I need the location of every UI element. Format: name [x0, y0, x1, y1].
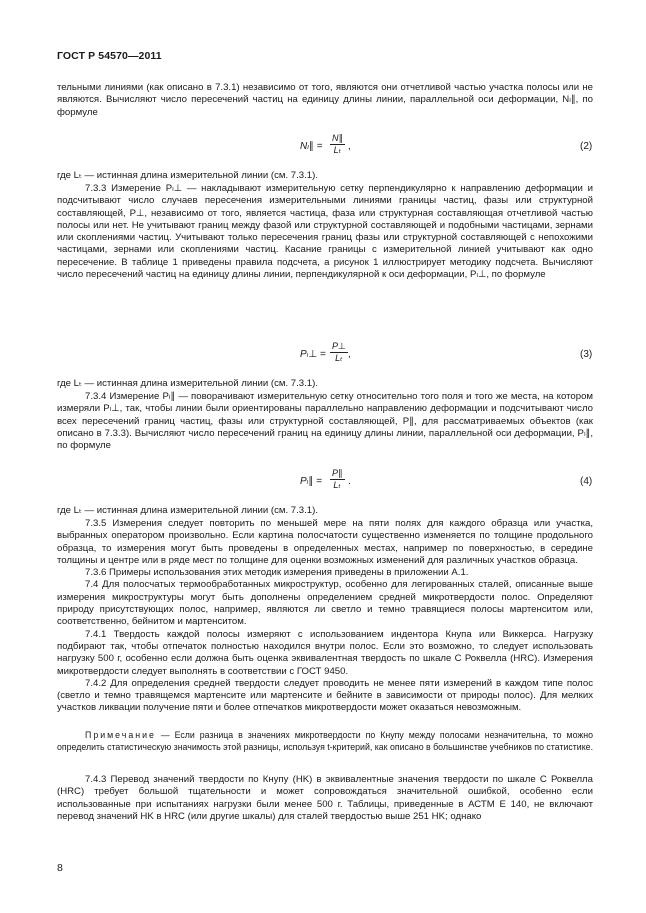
- where-3-text: где Lₜ — истинная длина измерительной линии (см. 7.3.1).: [57, 378, 319, 389]
- section-7-4-1-text: 7.4.1 Твердость каждой полосы измеряют с использованием индентора Кнупа или Виккерса. Нагрузку подбирают так, чтобы отпечаток полностью находился внутри полос. Если это возможно, то следует использовать нагрузку 500 г, особенно если должна быть оценка эквивалентная твердость по шкале С Роквелла (HRC). Измерения микротвердости следует выполнять в соответствии с ГОСТ 9450.: [57, 628, 593, 677]
- where-3: [57, 378, 593, 390]
- formula-2-numerator: N∥: [332, 133, 343, 143]
- where-4-text: где Lₜ — истинная длина измерительной линии (см. 7.3.1).: [57, 505, 319, 516]
- intro-text: тельными линиями (как описано в 7.3.1) независимо от того, являются они отчетливой частью участка полосы или не являются. Вычисляют число пересечений частиц на единицу длины линии, параллельной оси деформации, Nₗ∥, по формуле: [57, 82, 593, 118]
- formula-4-denominator: Lₜ: [333, 480, 342, 490]
- where-2: [57, 170, 593, 182]
- formula-3-fraction: [330, 341, 348, 364]
- formula-3-number: (3): [580, 349, 593, 360]
- section-7-3-4: [57, 391, 593, 452]
- section-7-4-2-text: 7.4.2 Для определения средней твердости следует проводить не менее пяти измерений в каждом типе полос (светло и темно травящемся мартенсите или мартенсите и бейните в зависимости от природы полос). Для мелких участков ликвации получение пяти и более отпечатков микротвердости может оказаться невозможным.: [57, 677, 593, 714]
- note-paragraph: [57, 730, 593, 753]
- formula-3-lhs: Pₗ⊥ =: [300, 349, 326, 360]
- note-text: — Если разница в значениях микротвердости по Кнупу между полосами незначительна, то можно определить статистическую значимость этой разницы, используя t-критерий, как описано в большинстве учебников по статистике.: [57, 730, 594, 752]
- formula-2-number: (2): [580, 141, 593, 152]
- page-header: ГОСТ Р 54570—2011: [57, 50, 162, 62]
- formula-4-tail: .: [348, 476, 351, 487]
- note-label: Примечание: [85, 730, 156, 740]
- where-2-text: где Lₜ — истинная длина измерительной линии (см. 7.3.1).: [57, 170, 319, 181]
- formula-3-numerator: P⊥: [332, 341, 346, 351]
- formula-3-denominator: Lₜ: [335, 353, 343, 363]
- section-7-3-4-text: 7.3.4 Измерение Pₗ∥ — поворачивают измерительную сетку относительно того поля и того же места, на котором измеряли Pₗ⊥, так, чтобы линии были ориентированы параллельно направлению деформации и подсчитывают число всех пересечений границ частиц, фазы или структурной составляющей, P∥, для рассматриваемых объектов (как описано в 7.3.3). Вычисляют число пересечений границ на единицу длины линии, параллельной оси деформации, Pₗ∥, по формуле: [57, 391, 593, 452]
- formula-2-denominator: Lₜ: [333, 145, 342, 155]
- formula-4-lhs: Pₗ∥ =: [300, 476, 322, 487]
- section-7-3-3-text: 7.3.3 Измерение Pₗ⊥ — накладывают измерительную сетку перпендикулярно к направлению деформации и подсчитывают число случаев пересечения измерительными линиями границы частиц, фазы или структурной составляющей, P⊥, независимо от того, является частица, фаза или структурная составляющая отчетливой частью полосы или нет. Не учитывают границ между фазой или структурной составляющей и подобными частицами, зернами или скоплениями частиц. Учитывают только пересечения границ фазы или структурной составляющей с непохожими частицами, зернами или скоплениями частиц. Касание границы с измерительной линией учитывают как одно пересечение. В таблице 1 приведены правила подсчета, а рисунок 1 иллюстрирует методику подсчета. Вычисляют число пересечений частиц на единицу длины линии, перпендикулярной к оси деформации, Pₗ⊥, по формуле: [57, 183, 593, 281]
- formula-4-numerator: P∥: [332, 468, 343, 478]
- formula-4-fraction: [330, 468, 345, 491]
- where-4: [57, 505, 593, 517]
- section-7-4-3: [57, 774, 593, 823]
- formula-2-fraction: [330, 133, 345, 156]
- formula-2-lhs: Nₗ∥ =: [300, 141, 323, 152]
- section-7-3-3: [57, 183, 593, 281]
- formula-2: [0, 133, 646, 163]
- section-7-3-5-text: 7.3.5 Измерения следует повторить по меньшей мере на пяти полях для каждого образца или участка, выбранных оператором произвольно. Если картина полосчатости существенно изменяется по толщине продольного образца, то измерения могут быть проведены в определенных местах, например по поверхностью, в середине толщины и центре или в ряде мест по толщине для оценки возможных изменений для различных участков образца.: [57, 518, 593, 566]
- note-block: [57, 730, 593, 753]
- formula-4-number: (4): [580, 476, 593, 487]
- formula-2-tail: ,: [348, 141, 351, 152]
- formula-4: [0, 468, 646, 498]
- formula-3-tail: ,: [348, 349, 351, 360]
- section-7-4-3-text: 7.4.3 Перевод значений твердости по Кнупу (HK) в эквивалентные значения твердости по шкале С Роквелла (HRC) требует большой тщательности и может сопровождаться значительной ошибкой, особенно если использованные при испытаниях нагрузки были менее 500 г. Таблицы, приведенные в АСТМ Е 140, не включают перевод значений HK в HRC (или другие шкалы) для сталей твердостью выше 251 HK; однако: [57, 774, 593, 822]
- section-7-4-text: 7.4 Для полосчатых термообработанных микроструктур, особенно для легированных сталей, описанные выше измерения микроструктуры могут быть дополнены определением средней микротвердости полос. Определяют природу присутствующих полос, например, являются ли светло и темно травящиеся полосы мартенситом или, соответственно, бейнитом и мартенситом.: [57, 579, 593, 628]
- section-7-3-5: [57, 518, 593, 715]
- formula-3: [0, 341, 646, 371]
- section-7-3-6-text: 7.3.6 Примеры использования этих методик измерения приведены в приложении А.1.: [85, 567, 469, 579]
- page-number: 8: [57, 862, 63, 874]
- intro-paragraph: [57, 82, 593, 119]
